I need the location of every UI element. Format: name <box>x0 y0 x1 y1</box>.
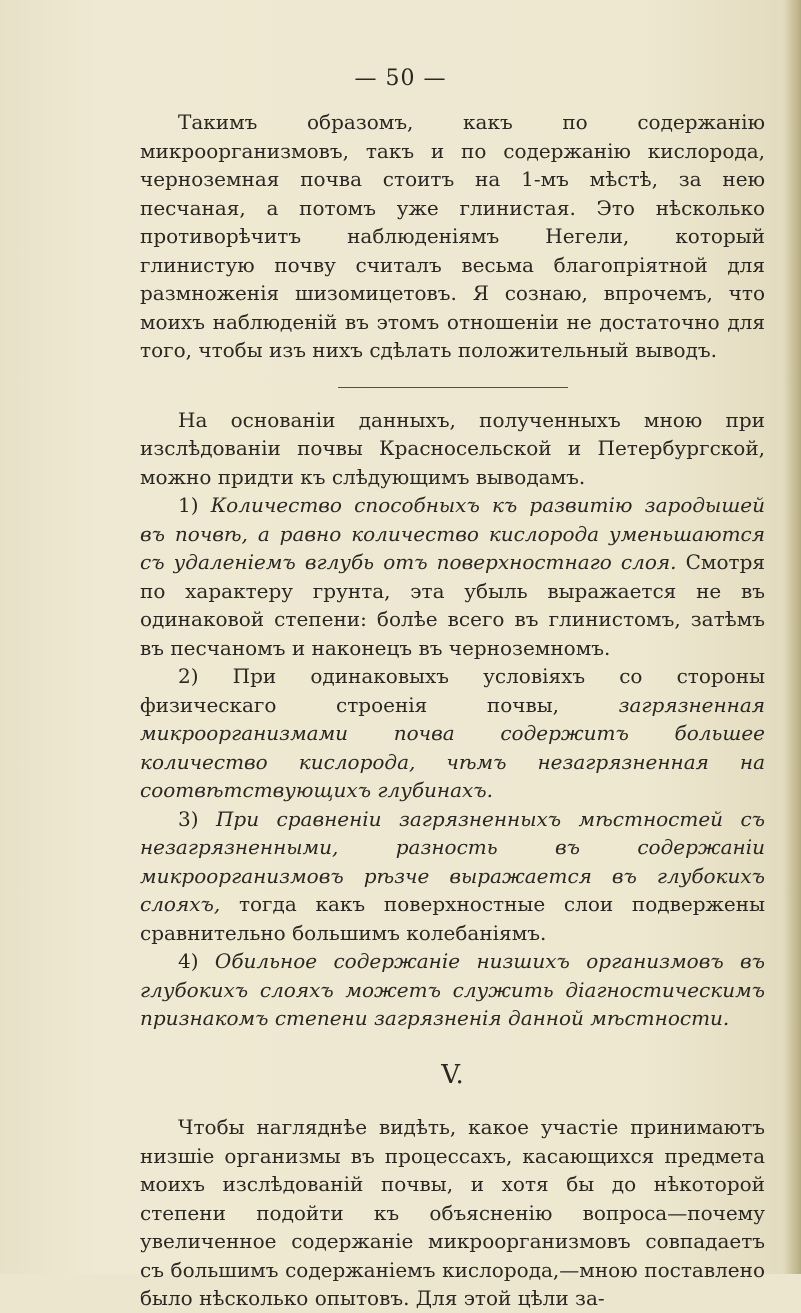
conclusion-1-text: Смотря по характеру грунта, эта убыль выражается не въ одинаковой степени: болѣе всего въ глинистомъ, затѣмъ въ песчаномъ и наконецъ въ черноземномъ. <box>140 550 766 660</box>
conclusion-1 <box>140 491 765 662</box>
conclusion-1-emphasis: Количество способныхъ къ развитію зародышей въ почвѣ, а равно количество кислорода уменьшаются съ удаленіемъ вглубь отъ поверхностнаго слоя. <box>140 493 765 574</box>
conclusion-4 <box>140 947 765 1033</box>
conclusion-3-number: 3) <box>178 806 199 831</box>
section-divider <box>338 387 568 388</box>
conclusion-2 <box>140 662 765 805</box>
page-body <box>140 108 765 1313</box>
paragraph-conclusions-lead: На основаніи данныхъ, полученныхъ мною при изслѣдованіи почвы Красносельской и Петербургской, можно придти къ слѣдующимъ выводамъ. <box>140 407 765 489</box>
conclusion-4-emphasis: Обильное содержаніе низшихъ организмовъ въ глубокихъ слояхъ можетъ служить діагностическимъ признакомъ степени загрязненія данной мѣстности. <box>140 949 766 1030</box>
section-heading: V. <box>441 1059 464 1090</box>
conclusion-2-text: При одинаковыхъ условіяхъ со стороны физическаго строенія почвы, <box>140 664 765 717</box>
conclusion-1-number: 1) <box>178 493 199 517</box>
conclusion-4-number: 4) <box>178 949 199 973</box>
conclusion-3 <box>140 805 765 948</box>
paragraph-section-v: Чтобы нагляднѣе видѣть, какое участіе принимаютъ низшіе организмы въ процессахъ, касающихся предмета моихъ изслѣдованій почвы, и хотя бы до нѣкоторой степени подойти къ объясненію вопроса—почему увеличенное содержаніе микроорганизмовъ совпадаетъ съ большимъ содержаніемъ кислорода,—мною поставлено было нѣсколько опытовъ. Для этой цѣли за- <box>140 1115 765 1310</box>
conclusion-2-number: 2) <box>178 664 199 688</box>
conclusion-3-emphasis: При сравненіи загрязненныхъ мѣстностей съ незагрязненными, разность въ содержаніи микроорганизмовъ рѣзче выражается въ глубокихъ слояхъ, <box>140 806 765 916</box>
page-number: — 50 — <box>354 66 447 91</box>
page-edge-shadow <box>783 0 801 1274</box>
conclusion-2-emphasis: загрязненная микроорганизмами почва содержитъ большее количество кислорода, чѣмъ незагрязненная на соотвѣтствующихъ глубинахъ. <box>140 692 765 802</box>
paragraph-intro: Такимъ образомъ, какъ по содержанію микроорганизмовъ, такъ и по содержанію кислорода, черноземная почва стоитъ на 1-мъ мѣстѣ, за нею песчаная, а потомъ уже глинистая. Это нѣсколько противорѣчитъ наблюденіямъ Негели, который глинистую почву считалъ весьма благопріятной для размноженія шизомицетовъ. Я сознаю, впрочемъ, что моихъ наблюденій въ этомъ отношеніи не достаточно для того, чтобы изъ нихъ сдѣлать положительный выводъ. <box>140 110 765 362</box>
conclusion-3-text: тогда какъ поверхностные слои подвержены сравнительно большимъ колебаніямъ. <box>140 892 766 945</box>
